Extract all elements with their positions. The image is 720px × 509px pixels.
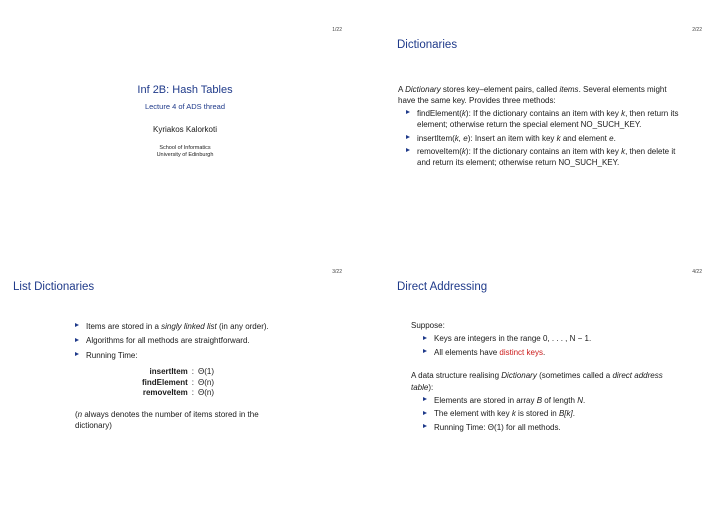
suppose-label: Suppose: <box>411 321 445 330</box>
bullet-icon <box>423 336 427 340</box>
slide-3 <box>0 242 348 484</box>
slide-body <box>75 321 315 432</box>
bullet-icon <box>423 349 427 353</box>
list-bullet-2: Algorithms for all methods are straightforward. <box>75 335 315 346</box>
bullet-icon <box>75 338 79 342</box>
bullet-icon <box>406 110 410 114</box>
table-row: findElement : Θ(n) <box>142 377 215 387</box>
list-bullet-3: Running Time: <box>75 350 315 361</box>
note-paragraph: (n always denotes the number of items stored in the dictionary) <box>75 409 259 431</box>
structure-paragraph: A data structure realising Dictionary (sometimes called a direct address table): <box>411 371 663 392</box>
slide-1 <box>0 0 348 242</box>
bullet-icon <box>75 352 79 356</box>
slide-body <box>398 84 683 169</box>
slide-title: List Dictionaries <box>13 281 95 293</box>
assumption-1: Keys are integers in the range 0, . . . , N − 1. <box>423 333 681 344</box>
slide-body <box>411 320 681 433</box>
slide-title: Dictionaries <box>397 39 458 51</box>
method-find-element: findElement(k): If the dictionary contains an item with key k, then return its element; otherwise return the special element NO_SUCH_KEY. <box>406 108 683 131</box>
page-number: 4/22 <box>692 269 702 275</box>
slide-4 <box>360 242 708 484</box>
slide-2 <box>360 0 708 242</box>
slide-title: Direct Addressing <box>397 281 488 293</box>
property-3: Running Time: Θ(1) for all methods. <box>423 422 681 433</box>
table-row: insertItem : Θ(1) <box>149 367 215 377</box>
page-number: 2/22 <box>692 27 702 33</box>
table-row: removeItem : Θ(n) <box>142 388 215 398</box>
page-number: 3/22 <box>332 269 342 275</box>
bullet-icon <box>423 397 427 401</box>
deck-title: Inf 2B: Hash Tables <box>137 84 233 96</box>
bullet-icon <box>406 135 410 139</box>
intro-paragraph: A Dictionary stores key–element pairs, called items. Several elements might have the same key. Provides three methods: <box>398 85 667 106</box>
method-insert-item: insertItem(k, e): Insert an item with key k and element e. <box>406 133 683 144</box>
author: Kyriakos Kalorkoti <box>152 125 218 134</box>
method-remove-item: removeItem(k): If the dictionary contains an item with key k, then delete it and return its element; otherwise return NO_SUCH_KEY. <box>406 146 683 169</box>
list-bullet-1: Items are stored in a singly linked list (in any order). <box>75 321 315 332</box>
running-time-table <box>140 367 216 399</box>
affiliation-2: University of Edinburgh <box>156 152 214 158</box>
assumption-2: All elements have distinct keys. <box>423 347 681 358</box>
deck-subtitle: Lecture 4 of ADS thread <box>144 102 226 111</box>
bullet-icon <box>406 148 410 152</box>
property-1: Elements are stored in array B of length N. <box>423 395 681 406</box>
affiliation-1: School of Informatics <box>159 145 211 151</box>
bullet-icon <box>423 411 427 415</box>
page-number: 1/22 <box>332 27 342 33</box>
property-2: The element with key k is stored in B[k]. <box>423 408 681 419</box>
bullet-icon <box>423 424 427 428</box>
bullet-icon <box>75 323 79 327</box>
